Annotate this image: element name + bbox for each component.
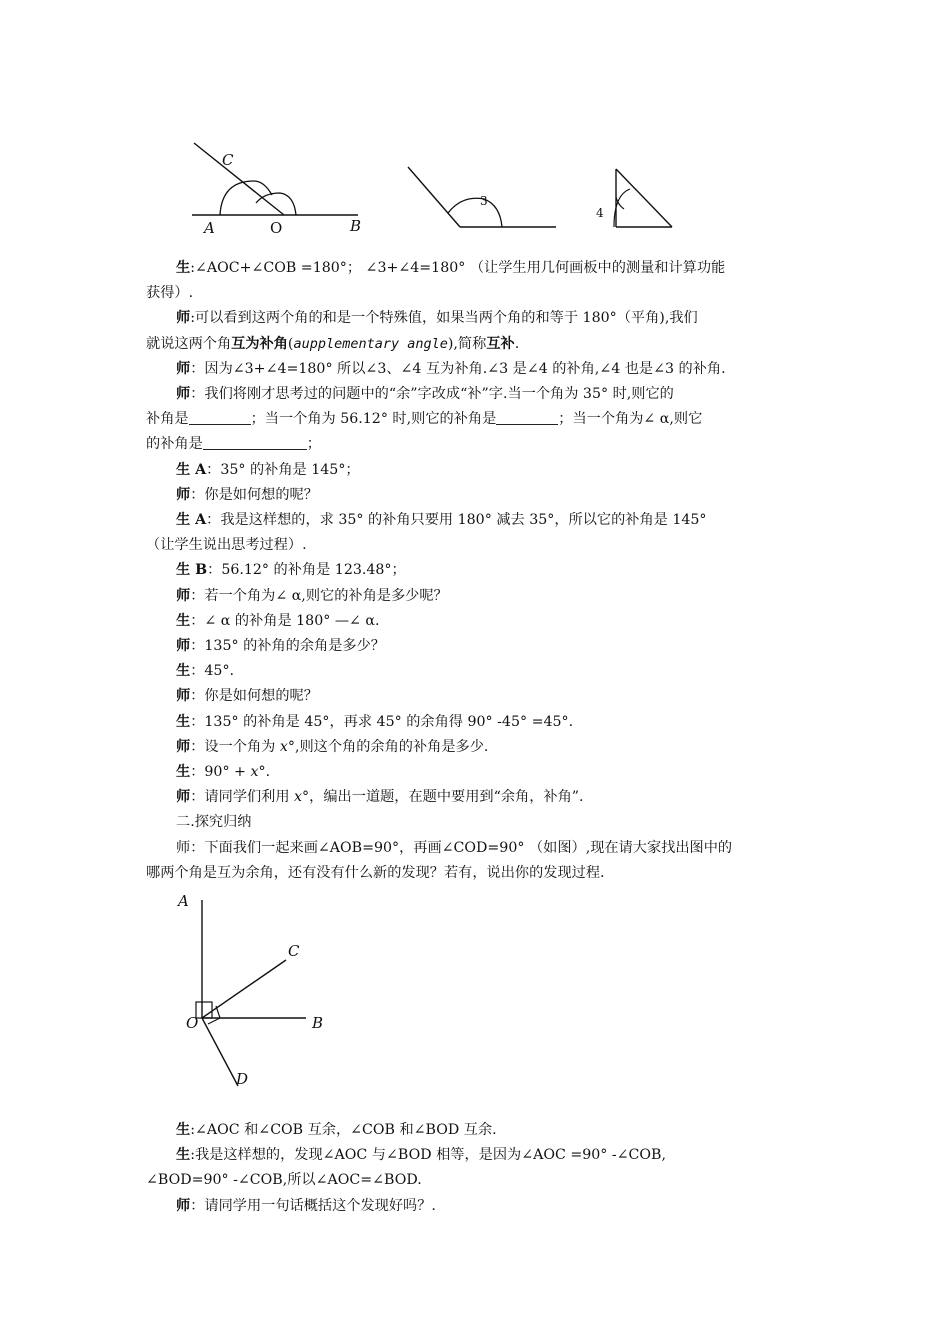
line-text: °，编出一道题，在题中要用到“余角，补角”. [302, 789, 584, 806]
figure-spacer [146, 886, 826, 1118]
line-5 [146, 357, 826, 382]
line-text: 师：下面我们一起来画∠AOB=90°，再画∠COD=90° （如图）,现在请大家找出图中的 [176, 839, 733, 856]
line-text: 哪两个角是互为余角，还有没有什么新的发现？若有，说出你的发现过程. [146, 864, 605, 881]
line-2 [146, 281, 826, 306]
section-heading [146, 810, 826, 835]
line-text: ：请同学们利用 [190, 789, 295, 806]
line-6 [146, 382, 826, 407]
line-text: ：135° 的补角是 45°，再求 45° 的余角得 90° -45° =45°. [190, 713, 574, 730]
label-d: D [236, 1070, 249, 1088]
line-text: ：90° + [190, 764, 251, 781]
line-text: . [514, 335, 520, 352]
line-text: ； [306, 436, 321, 453]
line-19 [146, 710, 826, 735]
label-b: B [350, 217, 362, 235]
line-text: （让学生说出思考过程）. [146, 537, 307, 554]
speaker-label: 生 B [176, 562, 208, 579]
line-text: :∠AOC 和∠COB 互余，∠COB 和∠BOD 互余. [190, 1122, 497, 1139]
line-17 [146, 659, 826, 684]
label-4: 4 [596, 206, 604, 220]
line-9 [146, 458, 826, 483]
label-c: C [288, 942, 300, 960]
line-text: ：设一个角为 [190, 738, 280, 755]
line-16 [146, 634, 826, 659]
speaker-label: 师 [176, 688, 191, 705]
variable-x: x [250, 764, 259, 781]
speaker-label: 生 A [176, 512, 207, 529]
line-3 [146, 306, 826, 331]
speaker-label: 生 A [176, 461, 207, 478]
line-14 [146, 584, 826, 609]
line-text: ( [287, 335, 294, 352]
label-a: A [204, 219, 215, 237]
line-20 [146, 735, 826, 760]
line-22 [146, 785, 826, 810]
line-24 [146, 836, 826, 861]
line-13 [146, 558, 826, 583]
speaker-label: 师 [176, 310, 191, 327]
label-c: C [222, 151, 234, 169]
label-o: O [270, 219, 283, 237]
speaker-label: 生 [176, 1147, 191, 1164]
speaker-label: 师 [176, 587, 191, 604]
speaker-label: 师 [176, 360, 191, 377]
line-text: ：你是如何想的呢？ [190, 688, 318, 705]
line-25 [146, 861, 826, 886]
line-text: 的补角是 [146, 436, 203, 453]
line-text: ：56.12° 的补角是 123.48°； [207, 562, 406, 579]
panel-aoc-cob [192, 143, 361, 237]
line-text: ：因为∠3+∠4=180° 所以∠3、∠4 互为补角.∠3 是∠4 的补角,∠4 也是∠3 的补角. [190, 360, 726, 377]
speaker-label: 生 [176, 713, 191, 730]
speaker-label: 师 [176, 638, 191, 655]
line-12 [146, 533, 826, 558]
panel-angle-4 [596, 169, 672, 227]
line-10 [146, 483, 826, 508]
line-29 [146, 1194, 826, 1219]
answer-blank[interactable] [189, 409, 251, 425]
line-text: ：35° 的补角是 145°； [206, 461, 360, 478]
answer-blank[interactable] [203, 434, 307, 450]
line-8 [146, 432, 826, 457]
lesson-text [146, 256, 826, 1219]
line-text: °. [258, 764, 271, 781]
line-text: ：请同学用一句话概括这个发现好吗？. [190, 1197, 436, 1214]
line-27 [146, 1143, 826, 1168]
line-28 [146, 1168, 826, 1193]
speaker-label: 师 [176, 486, 191, 503]
line-text: ：我们将刚才思考过的问题中的“余”字改成“补”字.当一个角为 35° 时,则它的 [190, 386, 674, 403]
label-o: O [186, 1014, 199, 1032]
term-bold: 互补 [486, 335, 515, 352]
line-text: ：∠ α 的补角是 180° —∠ α. [190, 612, 380, 629]
speaker-label: 生 [176, 612, 191, 629]
line-21 [146, 760, 826, 785]
variable-x: x [279, 738, 288, 755]
label-a: A [178, 892, 189, 910]
speaker-label: 生 [176, 663, 191, 680]
line-text: ；当一个角为∠ α,则它 [558, 411, 703, 428]
line-26 [146, 1118, 826, 1143]
line-1 [146, 256, 826, 281]
speaker-label: 师 [176, 789, 191, 806]
line-11 [146, 508, 826, 533]
line-text: 获得）. [146, 285, 194, 302]
line-text: 就说这两个角 [146, 335, 232, 352]
line-text: ：你是如何想的呢？ [190, 486, 318, 503]
speaker-label: 生 [176, 764, 191, 781]
line-text: °,则这个角的余角的补角是多少. [287, 738, 489, 755]
line-text: :我是这样想的，发现∠AOC 与∠BOD 相等，是因为∠AOC =90° -∠COB, [190, 1147, 666, 1164]
label-3: 3 [480, 194, 488, 208]
variable-x: x [294, 789, 303, 806]
line-text: ),简称 [447, 335, 487, 352]
english-term: aupplementary angle [293, 335, 448, 352]
line-text: ：45°. [190, 663, 235, 680]
speaker-label: 师 [176, 386, 191, 403]
figure-supplementary-angles [180, 135, 700, 245]
line-text: ∠BOD=90° -∠COB,所以∠AOC=∠BOD. [146, 1172, 422, 1189]
line-15 [146, 609, 826, 634]
label-b: B [312, 1014, 324, 1032]
line-7 [146, 407, 826, 432]
speaker-label: 生 [176, 260, 191, 276]
speaker-label: 师 [176, 1197, 191, 1214]
line-text: ：我是这样想的，求 35° 的补角只要用 180° 减去 35°，所以它的补角是 145° [206, 512, 707, 529]
line-4 [146, 332, 826, 357]
speaker-label: 生 [176, 1122, 191, 1139]
line-18 [146, 684, 826, 709]
line-text: ：若一个角为∠ α,则它的补角是多少呢？ [190, 587, 448, 604]
panel-angle-3 [408, 167, 556, 227]
line-text: :∠AOC+∠COB =180°； ∠3+∠4=180° （让学生用几何画板中的测量和计算功能 [190, 260, 726, 276]
term-bold: 互为补角 [231, 335, 288, 352]
line-text: 补角是 [146, 411, 189, 428]
line-text: :可以看到这两个角的和是一个特殊值，如果当两个角的和等于 180°（平角),我们 [190, 310, 698, 327]
line-text: ；当一个角为 56.12° 时,则它的补角是 [250, 411, 497, 428]
line-text: 二.探究归纳 [176, 814, 252, 831]
figure-1-svg [180, 135, 700, 245]
answer-blank[interactable] [496, 409, 558, 425]
line-text: ：135° 的补角的余角是多少？ [190, 638, 385, 655]
speaker-label: 师 [176, 738, 191, 755]
